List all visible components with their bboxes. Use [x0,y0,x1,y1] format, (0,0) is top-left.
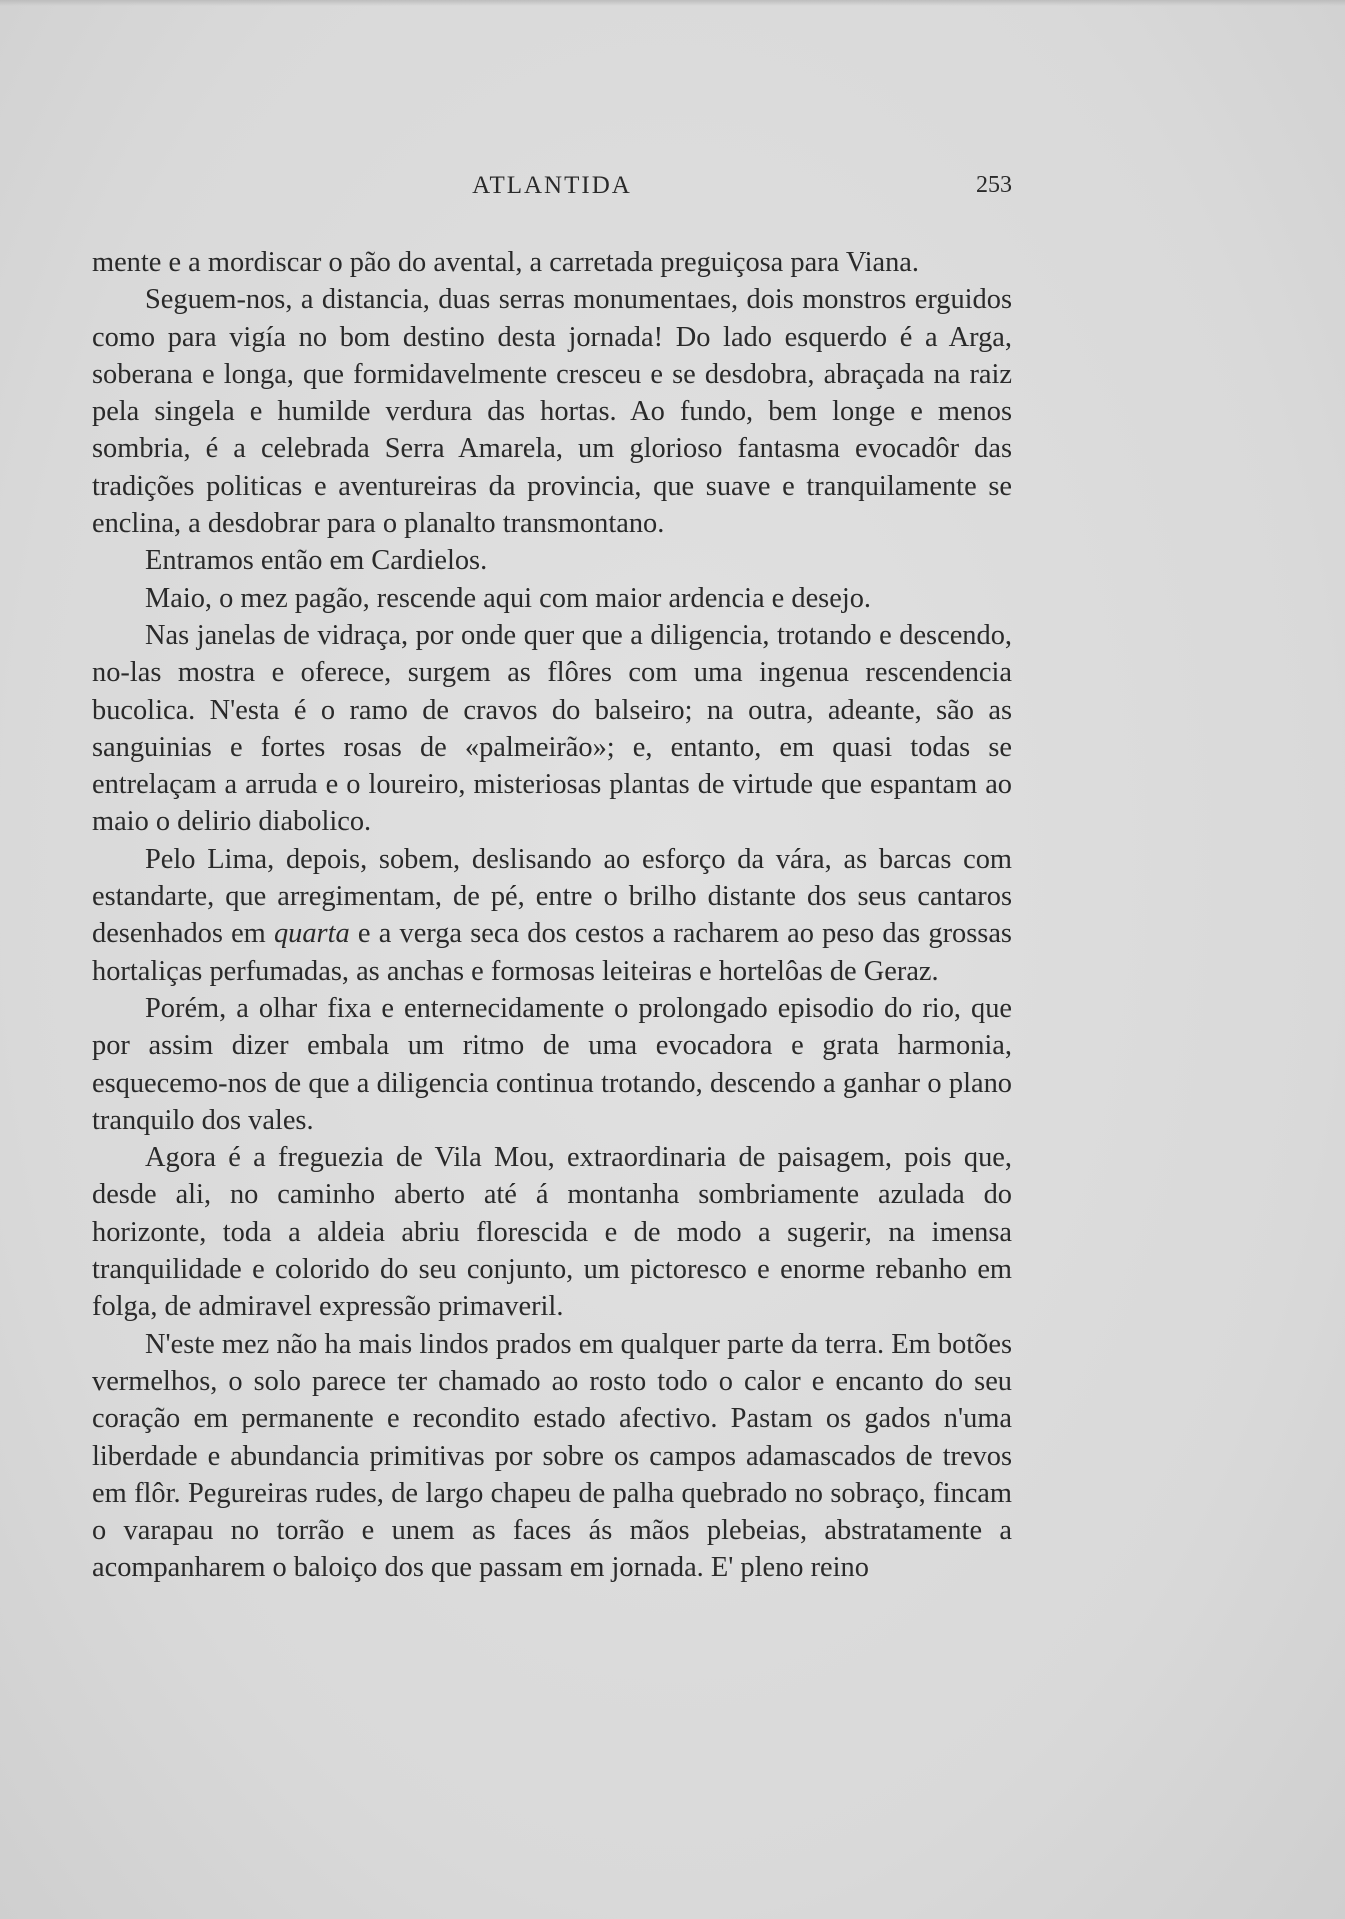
paragraph-lima [92,841,1012,990]
running-title: ATLANTIDA [472,172,632,199]
paragraph-lima-text-2: e a verga seca dos cestos a racharem ao peso das grossas hortaliças perfumadas, as anchas e formosas leiteiras e hortelôas de Geraz. [92,918,1012,987]
paragraph-maio: Maio, o mez pagão, rescende aqui com maior ardencia e desejo. [145,582,872,614]
paragraph-continuation: mente e a mordiscar o pão do avental, a carretada preguiçosa para Viana. [92,247,920,278]
page-number: 253 [976,172,1012,198]
page-top-edge [0,0,1345,6]
page-header [92,172,1012,208]
paragraph-cardielos: Entramos então em Cardielos. [145,545,488,577]
body-text [92,244,1012,1587]
paragraph-lima-italic: quarta [273,918,350,950]
paragraph-lima-text-1: Pelo Lima, depois, sobem, deslisando ao esforço da vára, as barcas com estandarte, que arregimentam, de pé, entre o brilho distante dos seus cantaros desenhados em [92,843,1012,950]
paragraph-vila-mou: Agora é a freguezia de Vila Mou, extraordinaria de paisagem, pois que, desde ali, no caminho aberto até á montanha sombriamente azulada do horizonte, toda a aldeia abriu florescida e de modo a sugerir, na imensa tranquilidade e colorido do seu conjunto, um pictoresco e enorme rebanho em folga, de admiravel expressão primaveril. [92,1142,1012,1323]
paragraph-prados: N'este mez não ha mais lindos prados em qualquer parte da terra. Em botões vermelhos, o solo parece ter chamado ao rosto todo o calor e encanto do seu coração em permanente e recondito estado afectivo. Pastam os gados n'uma liberdade e abundancia primitivas por sobre os campos adamascados de trevos em flôr. Pegureiras rudes, de largo chapeu de palha quebrado no sobraço, fincam o varapau no torrão e unem as faces ás mãos plebeias, abstratamente a acompanharem o baloiço dos que passam em jornada. E' pleno reino [92,1328,1012,1584]
paragraph-serras: Seguem-nos, a distancia, duas serras monumentaes, dois monstros erguidos como para vigía no bom destino desta jornada! Do lado esquerdo é a Arga, soberana e longa, que formidavelmente cresceu e se desdobra, abraçada na raiz pela singela e humilde verdura das hortas. Ao fundo, bem longe e menos sombria, é a celebrada Serra Amarela, um glorioso fantasma evocadôr das tradições politicas e aventureiras da provincia, que suave e tranquilamente se enclina, a desdobrar para o planalto transmontano. [92,284,1012,540]
paragraph-porem: Porém, a olhar fixa e enternecidamente o prolongado episodio do rio, que por assim dizer embala um ritmo de uma evocadora e grata harmonia, esquecemo-nos de que a diligencia continua trotando, descendo a ganhar o plano tranquilo dos vales. [92,992,1012,1136]
paragraph-janelas: Nas janelas de vidraça, por onde quer que a diligencia, trotando e descendo, no-las mostra e oferece, surgem as flôres com uma ingenua rescendencia bucolica. N'esta é o ramo de cravos do balseiro; na outra, adeante, são as sanguinias e fortes rosas de «palmeirão»; e, entanto, em quasi todas se entrelaçam a arruda e o loureiro, misteriosas plantas de virtude que espantam ao maio o delirio diabolico. [92,619,1012,838]
